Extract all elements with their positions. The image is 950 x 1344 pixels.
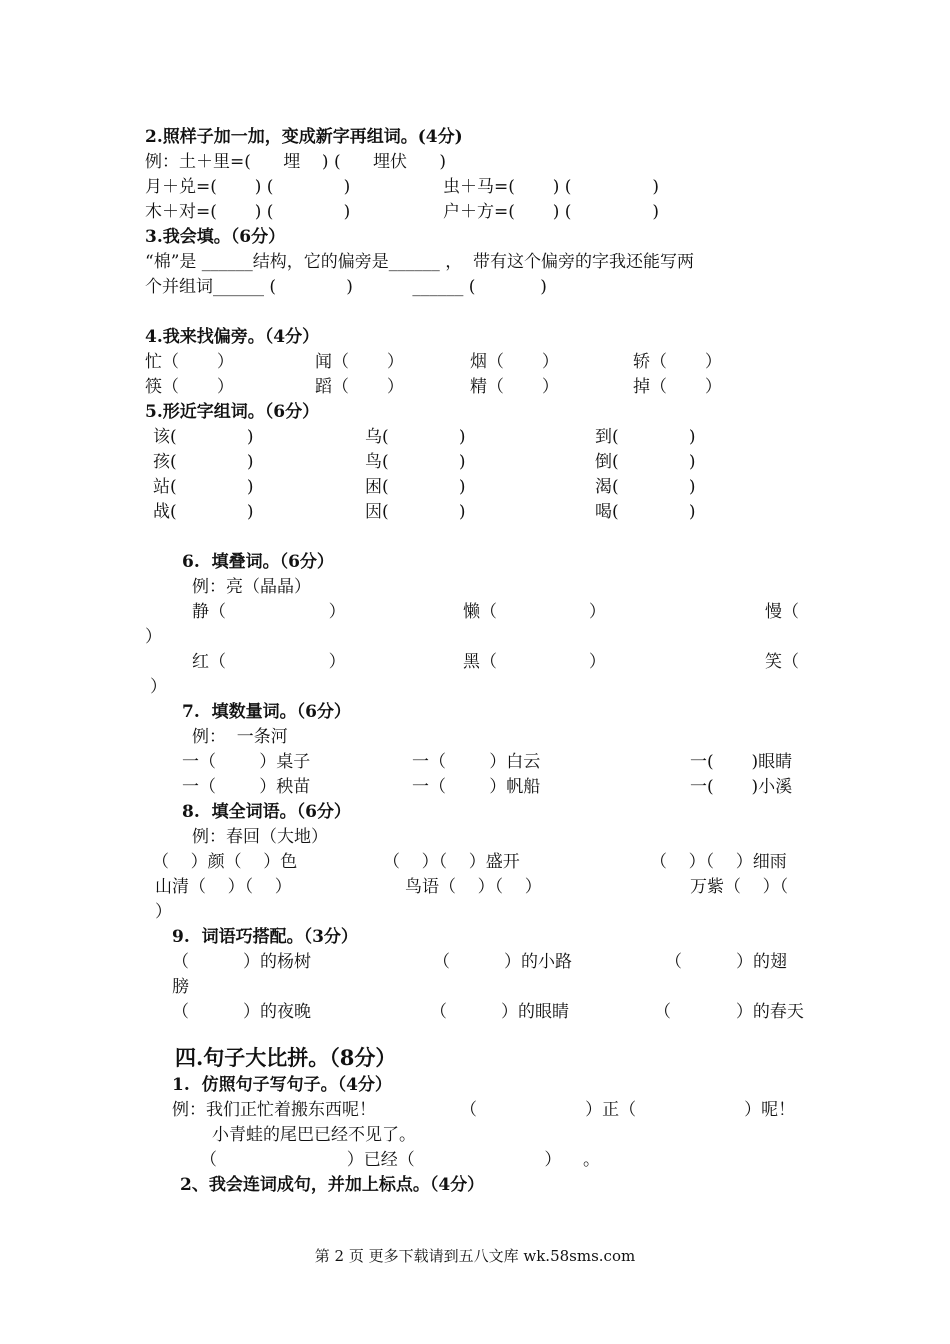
q3-title: 3.我会填。（6分） [145,227,286,247]
q4-r1-c4: 轿（ ） [633,352,722,372]
s4-q1-title: 1. 仿照句子写句子。（4分） [172,1075,392,1095]
q4-r2-c4: 掉（ ） [633,377,722,397]
q9-title: 9. 词语巧搭配。（3分） [172,927,358,947]
q6-r2-c3: 笑（ [765,652,799,672]
q5-c3-r1: 到( ) [595,427,696,447]
q9-r2-c2: （ ）的眼睛 [430,1002,570,1022]
q5-c2-r1: 乌( ) [365,427,466,447]
s4-example-line1: 例：我们正忙着搬东西呢！ [172,1100,376,1120]
s4-q2-title: 2、我会连词成句，并加上标点。（4分） [180,1175,485,1195]
q5-c1-r3: 站( ) [153,477,254,497]
q9-r2-c1: （ ）的夜晚 [172,1002,312,1022]
q8-r2-c2: 鸟语（ ）（ ） [405,877,542,897]
q8-r1-c1: （ ）颜（ ）色 [152,852,298,872]
q6-r1-c1: 静（ ） [192,602,346,622]
q3-line2: 个并组词______ ( ) ______ ( ) [145,277,547,297]
q8-r2-c3: 万紫（ ）（ [690,877,789,897]
q9-r2-c3: （ ）的春天 [654,1002,804,1022]
q5-c3-r3: 渴( ) [595,477,696,497]
q5-c3-r4: 喝( ) [595,502,696,522]
q6-r2-c1: 红（ ） [192,652,346,672]
q5-c2-r3: 困( ) [365,477,466,497]
page-footer: 第 2 页 更多下载请到五八文库 wk.58sms.com [314,1247,636,1265]
q7-example: 例： 一条河 [192,727,288,747]
q2-row1-left: 月＋兑=( ) ( ) [145,177,351,197]
q5-c2-r4: 因( ) [365,502,466,522]
q4-r1-c2: 闻（ ） [315,352,404,372]
q4-r2-c3: 精（ ） [470,377,559,397]
q8-r1-c3: （ ）（ ）细雨 [650,852,787,872]
q5-c1-r4: 战( ) [153,502,254,522]
q5-c2-r2: 鸟( ) [365,452,466,472]
q6-r1-c3: 慢（ [765,602,799,622]
s4-example-line3: （ ）已经（ ） 。 [200,1150,600,1170]
q2-row1-right: 虫＋马=( ) ( ) [443,177,660,197]
q4-title: 4.我来找偏旁。（4分） [145,327,320,347]
q6-r2-tail: ） [150,677,167,697]
q8-r1-c2: （ ）（ ）盛开 [383,852,520,872]
q8-r2-c1: 山清（ ）（ ） [155,877,292,897]
s4-example-line1-blank: （ ）正（ ）呢！ [460,1100,796,1120]
q4-r2-c1: 筷（ ） [145,377,234,397]
q9-r1-c1: （ ）的杨树 [172,952,312,972]
q6-r2-c2: 黑（ ） [463,652,606,672]
q7-r2-c1: 一（ ）秧苗 [182,777,311,797]
q7-r1-c3: 一( )眼睛 [690,752,793,772]
q6-r1-tail: ） [145,627,162,647]
q2-example: 例：土＋里=( 埋 ) ( 埋伏 ) [145,152,447,172]
q6-r1-c2: 懒（ ） [463,602,606,622]
q5-title: 5.形近字组词。（6分） [145,402,320,422]
q6-example: 例：亮（晶晶） [192,577,311,597]
q7-r1-c1: 一（ ）桌子 [182,752,311,772]
q5-c1-r1: 该( ) [153,427,254,447]
q4-r1-c1: 忙（ ） [145,352,234,372]
q4-r2-c2: 蹈（ ） [315,377,404,397]
q7-title: 7. 填数量词。（6分） [182,702,351,722]
q8-r2-tail: ） [155,902,172,922]
q2-row2-left: 木＋对=( ) ( ) [145,202,351,222]
q3-line1: “棉”是 ______结构，它的偏旁是______ ， 带有这个偏旁的字我还能写两 [145,252,694,272]
q7-r2-c2: 一（ ）帆船 [412,777,541,797]
q2-title: 2.照样子加一加，变成新字再组词。(4分) [145,127,463,147]
q9-r1-c2: （ ）的小路 [433,952,573,972]
q5-c1-r2: 孩( ) [153,452,254,472]
q4-r1-c3: 烟（ ） [470,352,559,372]
q8-example: 例：春回（大地） [192,827,328,847]
q2-row2-right: 户＋方=( ) ( ) [443,202,660,222]
q7-r1-c2: 一（ ）白云 [412,752,541,772]
q7-r2-c3: 一( )小溪 [690,777,793,797]
q6-title: 6. 填叠词。（6分） [182,552,334,572]
section4-title: 四.句子大比拼。（8分） [175,1045,397,1070]
q5-c3-r2: 倒( ) [595,452,696,472]
q9-r1-tail: 膀 [172,977,189,997]
s4-example-line2: 小青蛙的尾巴已经不见了。 [212,1125,416,1145]
q9-r1-c3: （ ）的翅 [665,952,788,972]
q8-title: 8. 填全词语。（6分） [182,802,351,822]
